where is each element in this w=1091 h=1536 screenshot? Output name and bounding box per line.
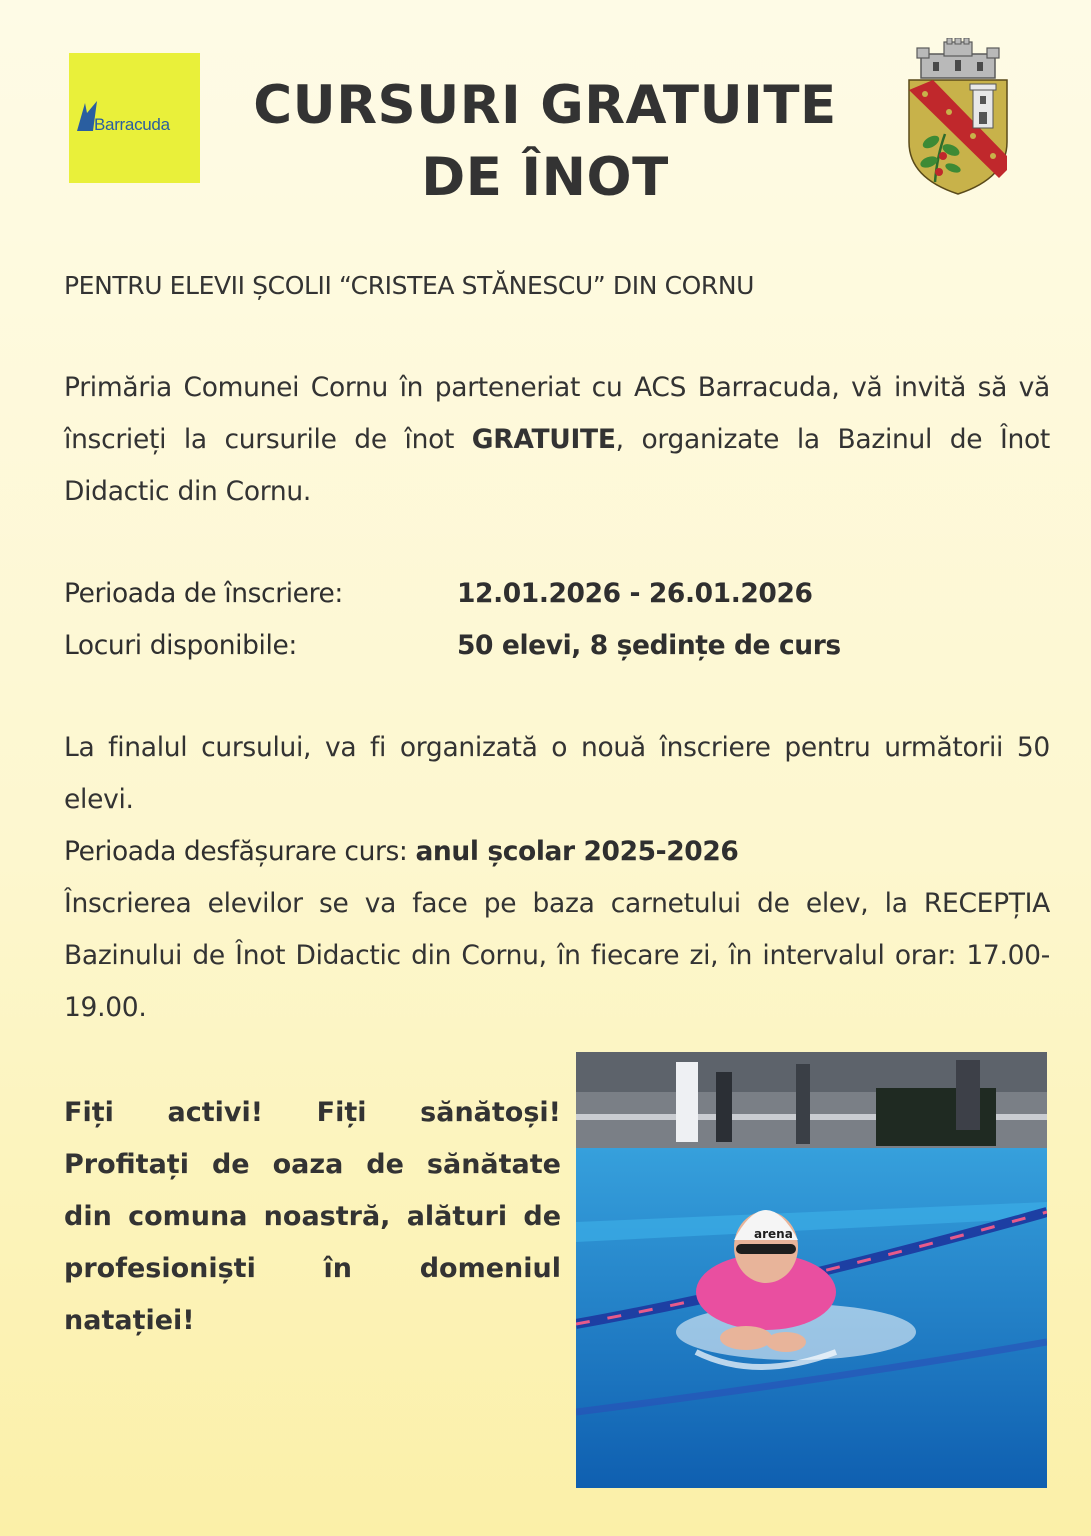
barracuda-logo	[69, 53, 200, 183]
detail-label: Perioada de înscriere:	[64, 578, 343, 609]
detail-label: Locuri disponibile:	[64, 630, 297, 661]
intro-paragraph	[64, 362, 1050, 518]
intro-text-after: , organizate la Bazinul de Înot Didactic din Cornu.	[64, 424, 1050, 507]
title-line-1: CURSURI GRATUITE	[253, 75, 837, 136]
title-line-2: DE ÎNOT	[421, 147, 669, 208]
detail-row-registration	[64, 568, 813, 620]
slogan: Fiți activi! Fiți sănătoși! Profitați de oaza de sănătate din comuna noastră, alături de profesioniști în domeniul natației!	[64, 1097, 561, 1336]
course-period-row	[64, 826, 738, 878]
page-title	[215, 70, 875, 214]
detail-row-seats	[64, 620, 841, 672]
intro-bold-free: GRATUITE	[471, 424, 616, 455]
final-info-line: La finalul cursului, va fi organizată o nouă înscriere pentru următorii 50 elevi.	[64, 732, 1050, 815]
cap-brand-text: arena	[754, 1227, 793, 1241]
course-period-value: anul școlar 2025-2026	[415, 836, 739, 867]
subtitle: PENTRU ELEVII ȘCOLII “CRISTEA STĂNESCU” DIN CORNU	[64, 271, 755, 300]
course-period-label: Perioada desfășurare curs:	[64, 836, 408, 867]
swimmer-photo	[576, 1052, 1047, 1488]
detail-value: 50 elevi, 8 ședințe de curs	[457, 630, 841, 661]
coat-of-arms-icon	[903, 38, 1013, 196]
intro-text-before: Primăria Comunei Cornu în parteneriat cu ACS Barracuda, vă invită să vă înscrieți la cursurile de înot	[64, 372, 1050, 455]
detail-value: 12.01.2026 - 26.01.2026	[457, 578, 813, 609]
logo-text: Barracuda	[94, 115, 170, 134]
registration-info: Înscrierea elevilor se va face pe baza carnetului de elev, la RECEPȚIA Bazinului de Înot Didactic din Cornu, în fiecare zi, în intervalul orar: 17.00-19.00.	[64, 888, 1050, 1023]
